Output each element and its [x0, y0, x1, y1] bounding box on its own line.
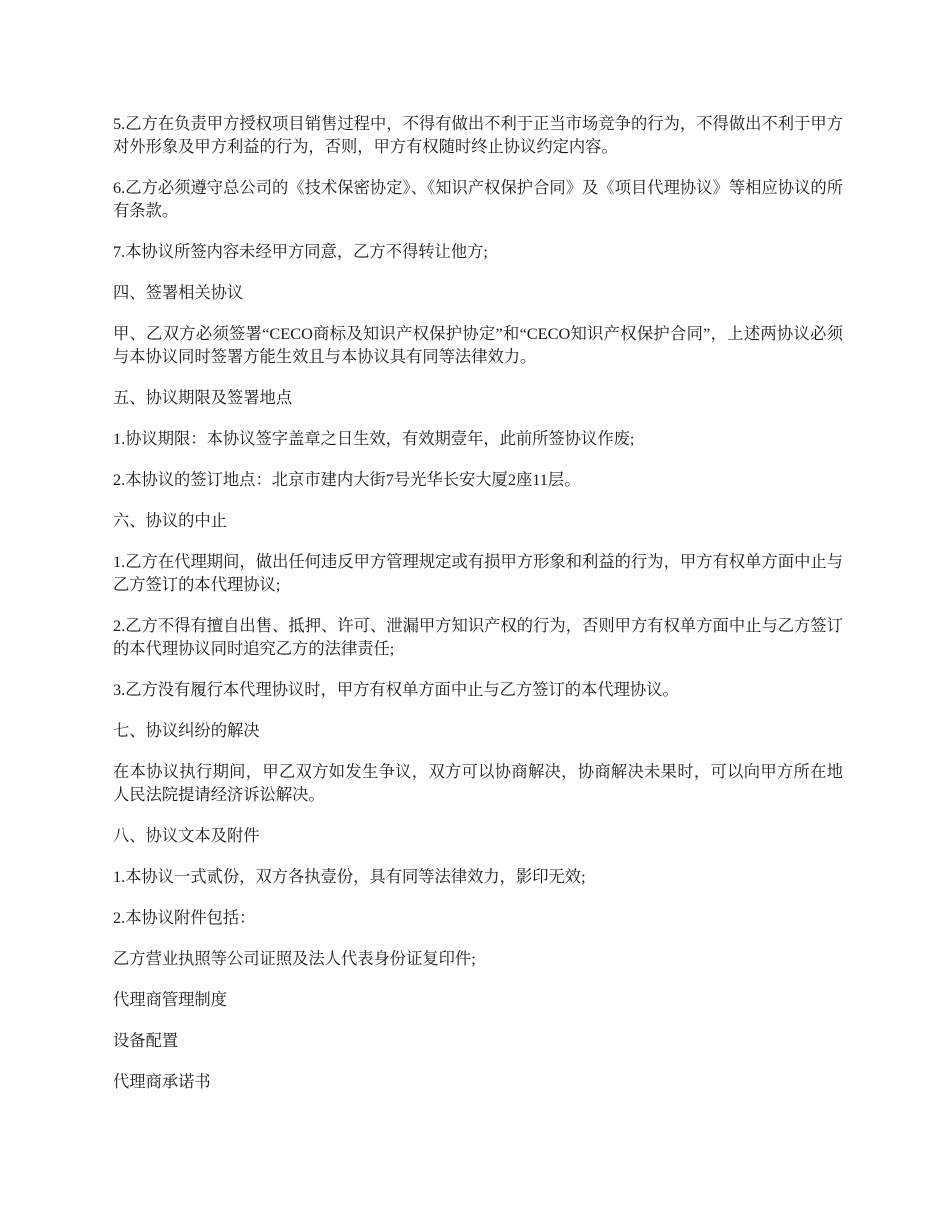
section-4-heading: 四、签署相关协议: [113, 283, 244, 302]
term-clause-1: 1.协议期限：本协议签字盖章之日生效，有效期壹年，此前所签协议作废;: [113, 429, 635, 448]
copies-clause-1: 1.本协议一式贰份，双方各执壹份，具有同等法律效力，影印无效;: [113, 867, 586, 886]
dispute-body: 在本协议执行期间，甲乙双方如发生争议，双方可以协商解决，协商解决未果时，可以向甲方所在地人民法院提请经济诉讼解决。: [113, 762, 843, 804]
section-5-heading: 五、协议期限及签署地点: [113, 388, 293, 407]
attachment-item: 代理商承诺书: [113, 1072, 211, 1091]
suspension-clause-1: 1.乙方在代理期间，做出任何违反甲方管理规定或有损甲方形象和利益的行为，甲方有权单方面中止与乙方签订的本代理协议;: [113, 552, 843, 594]
section-4-body: 甲、乙双方必须签署“CECO商标及知识产权保护协定”和“CECO知识产权保护合同”，上述两协议必须与本协议同时签署方能生效且与本协议具有同等法律效力。: [113, 324, 843, 366]
attachment-item: 乙方营业执照等公司证照及法人代表身份证复印件;: [113, 949, 476, 968]
section-7-heading: 七、协议纠纷的解决: [113, 721, 260, 740]
attachments-clause-2: 2.本协议附件包括：: [113, 908, 256, 927]
document-page: [113, 112, 843, 1111]
attachment-item: 设备配置: [113, 1031, 179, 1050]
suspension-clause-2: 2.乙方不得有擅自出售、抵押、许可、泄漏甲方知识产权的行为，否则甲方有权单方面中止与乙方签订的本代理协议同时追究乙方的法律责任;: [113, 616, 843, 658]
clause-6-paragraph: 6.乙方必须遵守总公司的《技术保密协定》、《知识产权保护合同》及《项目代理协议》等相应协议的所有条款。: [113, 178, 843, 220]
clause-7-paragraph: 7.本协议所签内容未经甲方同意，乙方不得转让他方;: [113, 242, 488, 261]
suspension-clause-3: 3.乙方没有履行本代理协议时，甲方有权单方面中止与乙方签订的本代理协议。: [113, 680, 679, 699]
term-clause-2: 2.本协议的签订地点：北京市建内大街7号光华长安大厦2座11层。: [113, 470, 581, 489]
section-8-heading: 八、协议文本及附件: [113, 826, 260, 845]
section-6-heading: 六、协议的中止: [113, 511, 227, 530]
attachment-item: 代理商管理制度: [113, 990, 227, 1009]
clause-5-paragraph: 5.乙方在负责甲方授权项目销售过程中，不得有做出不利于正当市场竞争的行为，不得做出不利于甲方对外形象及甲方利益的行为，否则，甲方有权随时终止协议约定内容。: [113, 114, 843, 156]
